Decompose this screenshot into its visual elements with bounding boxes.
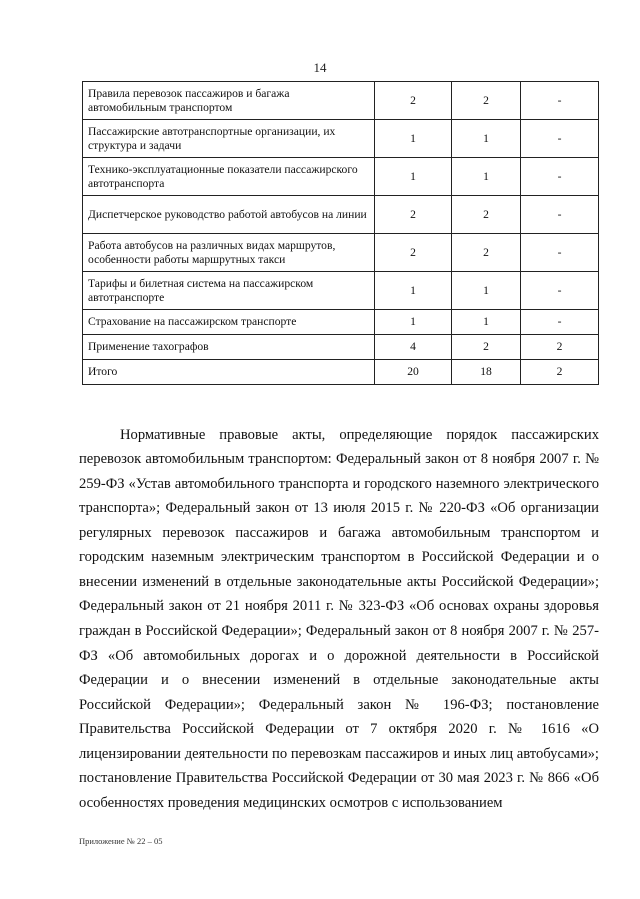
practice-hours-cell: 2 [521, 360, 599, 385]
practice-hours-cell: - [521, 82, 599, 120]
topic-cell: Страхование на пассажирском транспорте [83, 310, 375, 335]
practice-hours-cell: - [521, 234, 599, 272]
topic-cell: Применение тахографов [83, 335, 375, 360]
total-hours-cell: 2 [375, 82, 452, 120]
theory-hours-cell: 1 [452, 120, 521, 158]
theory-hours-cell: 2 [452, 335, 521, 360]
theory-hours-cell: 2 [452, 196, 521, 234]
page-number: 14 [313, 60, 327, 75]
theory-hours-cell: 1 [452, 310, 521, 335]
total-hours-cell: 1 [375, 158, 452, 196]
table-row [83, 196, 599, 234]
total-hours-cell: 1 [375, 310, 452, 335]
table-row [83, 335, 599, 360]
table-row [83, 272, 599, 310]
topic-cell: Работа автобусов на различных видах маршрутов, особенности работы маршрутных такси [83, 234, 375, 272]
practice-hours-cell: - [521, 158, 599, 196]
total-hours-cell: 2 [375, 234, 452, 272]
practice-hours-cell: - [521, 120, 599, 158]
curriculum-hours-table [82, 81, 599, 385]
table-row [83, 158, 599, 196]
practice-hours-cell: - [521, 272, 599, 310]
total-hours-cell: 1 [375, 120, 452, 158]
theory-hours-cell: 2 [452, 234, 521, 272]
table-row [83, 82, 599, 120]
topic-cell: Итого [83, 360, 375, 385]
practice-hours-cell: - [521, 196, 599, 234]
topic-cell: Правила перевозок пассажиров и багажа автомобильным транспортом [83, 82, 375, 120]
table-row [83, 310, 599, 335]
total-hours-cell: 4 [375, 335, 452, 360]
table-row-total [83, 360, 599, 385]
page-footer: Приложение № 22 – 05 [79, 836, 163, 846]
topic-cell: Диспетчерское руководство работой автобусов на линии [83, 196, 375, 234]
theory-hours-cell: 1 [452, 158, 521, 196]
topic-cell: Технико-эксплуатационные показатели пассажирского автотранспорта [83, 158, 375, 196]
topic-cell: Тарифы и билетная система на пассажирском автотранспорте [83, 272, 375, 310]
practice-hours-cell: 2 [521, 335, 599, 360]
theory-hours-cell: 1 [452, 272, 521, 310]
body-paragraph: Нормативные правовые акты, определяющие порядок пассажирских перевозок автомобильным транспортом: Федеральный закон от 8 ноября 2007 г. № 259-ФЗ «Устав автомобильного транспорта и городского наземного электрического транспорта»; Федеральный закон от 13 июля 2015 г. № 220-ФЗ «Об организации регулярных перевозок пассажиров и багажа автомобильным транспортом и городским наземным электрическим транспортом в Российской Федерации и о внесении изменений в отдельные законодательные акты Российской Федерации»; Федеральный закон от 21 ноября 2011 г. № 323-ФЗ «Об основах охраны здоровья граждан в Российской Федерации»; Федеральный закон от 8 ноября 2007 г. № 257-ФЗ «Об автомобильных дорогах и о дорожной деятельности в Российской Федерации и о внесении изменений в отдельные законодательные акты Российской Федерации»; Федеральный закон № 196-ФЗ; постановление Правительства Российской Федерации от 7 октября 2020 г. № 1616 «О лицензировании деятельности по перевозкам пассажиров и иных лиц автобусами»; постановление Правительства Российской Федерации от 30 мая 2023 г. № 866 «Об особенностях проведения медицинских осмотров с использованием [79, 426, 599, 811]
total-hours-cell: 20 [375, 360, 452, 385]
total-hours-cell: 2 [375, 196, 452, 234]
table-row [83, 120, 599, 158]
theory-hours-cell: 2 [452, 82, 521, 120]
practice-hours-cell: - [521, 310, 599, 335]
theory-hours-cell: 18 [452, 360, 521, 385]
table-row [83, 234, 599, 272]
topic-cell: Пассажирские автотранспортные организации, их структура и задачи [83, 120, 375, 158]
total-hours-cell: 1 [375, 272, 452, 310]
